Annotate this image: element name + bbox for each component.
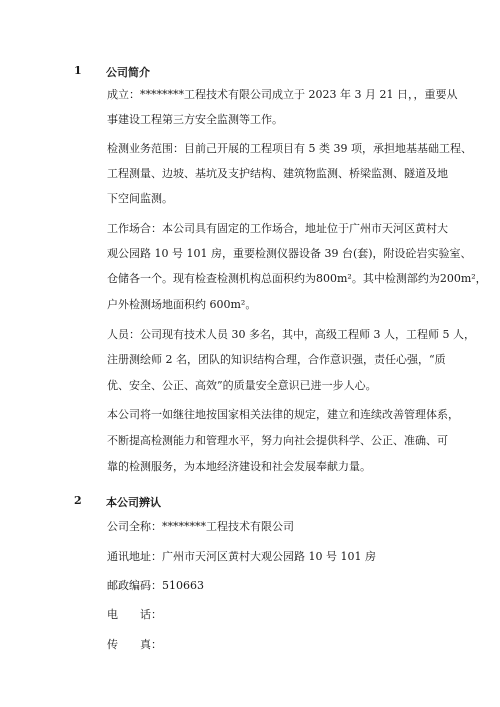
paragraph-line: 优、安全、公正、高效”的质量安全意识已进一步人心。	[107, 379, 377, 392]
section-1-title: 公司简介	[106, 66, 150, 79]
fax-line: 传 真：	[107, 638, 162, 651]
paragraph-line: 不断提高检测能力和管理水平，努力向社会提供科学、公正、准确、可	[107, 434, 448, 447]
paragraph-line: 户外检测场地面积约 600m²。	[107, 298, 257, 311]
paragraph-line: 工程测量、边坡、基坑及支护结构、建筑物监测、桥梁监测、隧道及地	[107, 167, 448, 180]
section-1-number: 1	[74, 64, 82, 77]
phone-line: 电 话：	[107, 608, 162, 621]
paragraph-line: 下空间监测。	[107, 192, 173, 205]
paragraph-line: 检测业务范围：目前己开展的工程项目有 5 类 39 项，承担地基基础工程、	[107, 142, 472, 155]
paragraph-line: 仓储各一个。现有检查检测机构总面积约为800m²。其中检测部约为200m²，	[107, 272, 487, 285]
paragraph-line: 工作场合：本公司具有固定的工作场合，地址位于广州市天河区黄村大	[107, 222, 448, 235]
paragraph-line: 注册测绘师 2 名，团队的知识结构合理，合作意识强，责任心强，“质	[107, 353, 446, 366]
paragraph-line: 人员：公司现有技术人员 30 多名，其中，高级工程师 3 人，工程师 5 人，	[107, 328, 475, 341]
paragraph-line: 成立：********工程技术有限公司成立于 2023 年 3 月 21 日，，重要从	[107, 88, 458, 101]
section-2-title: 本公司辨认	[106, 496, 161, 509]
section-2-number: 2	[74, 494, 82, 507]
paragraph-line: 事建设工程第三方安全监测等工作。	[107, 113, 283, 126]
paragraph-line: 靠的检测服务，为本地经济建设和社会发展奉献力量。	[107, 460, 371, 473]
postcode-line: 邮政编码：510663	[107, 579, 204, 592]
company-name-line: 公司全称：********工程技术有限公司	[107, 520, 294, 533]
address-line: 通讯地址：广州市天河区黄村大观公园路 10 号 101 房	[107, 550, 376, 563]
paragraph-line: 本公司将一如继往地按国家相关法律的规定，建立和连续改善管理体系，	[107, 408, 459, 421]
paragraph-line: 观公园路 10 号 101 房，重要检测仪器设备 39 台(套)，附设砼岩实验室、	[107, 247, 472, 260]
